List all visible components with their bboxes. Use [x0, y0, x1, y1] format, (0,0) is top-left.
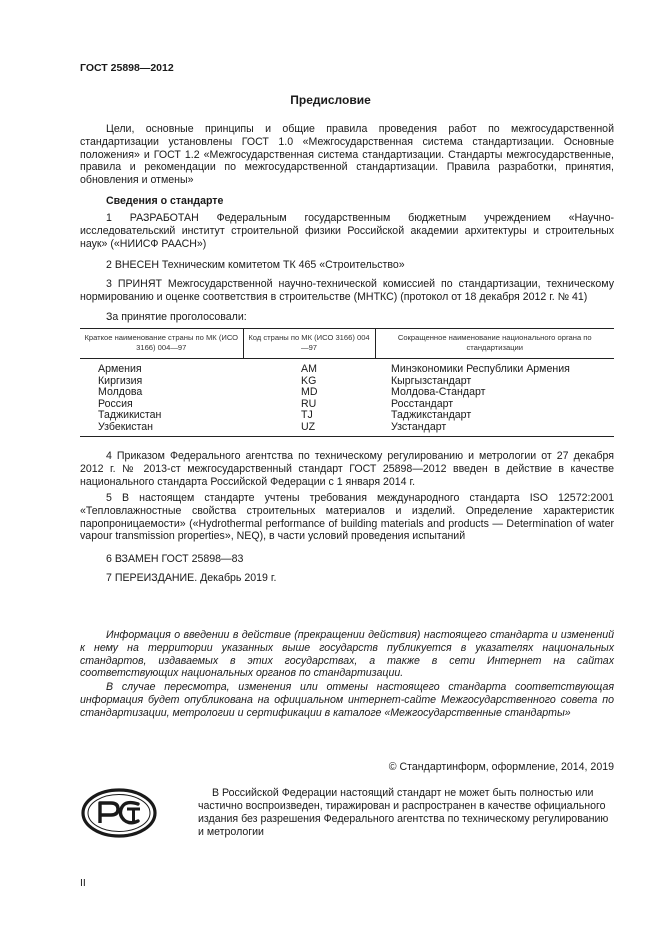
countries-table — [80, 328, 614, 437]
rst-logo-icon — [80, 787, 158, 839]
standards-body: Минэкономики Республики Армения — [391, 363, 570, 375]
country-name: Россия — [98, 397, 133, 410]
country-code: RU — [301, 397, 317, 410]
item-6-block — [80, 553, 614, 566]
document-code: ГОСТ 25898—2012 — [80, 62, 174, 74]
info-heading-block — [80, 195, 614, 208]
info-note-2-block — [80, 681, 614, 719]
standards-body: Росстандарт — [391, 397, 454, 410]
copyright-notice-text: В Российской Федерации настоящий стандарт не может быть полностью или частично воспроизведен, тиражирован и распространен в качестве официального издания без разрешения Федерального агентства по техническому регулированию и метрологии — [198, 787, 609, 838]
standards-body: Молдова-Стандарт — [391, 386, 486, 399]
header-country-code: Код страны по МК (ИСО 3166) 004—97 — [243, 329, 375, 359]
country-code: TJ — [301, 409, 313, 422]
country-name: Узбекистан — [80, 422, 243, 436]
copyright-line: © Стандартинформ, оформление, 2014, 2019 — [388, 761, 614, 773]
item-2-paragraph: 2 ВНЕСЕН Техническим комитетом ТК 465 «Строительство» — [106, 259, 405, 271]
info-note-1-block — [80, 629, 614, 680]
item-7-block — [80, 572, 614, 585]
page-number: II — [80, 877, 86, 889]
item-4-paragraph: 4 Приказом Федерального агентства по техническому регулированию и метрологии от 27 декабря 2012 г. № 2013-ст межгосударственный стандарт ГОСТ 25898—2012 введен в действие в качестве национального стандарта Российской Федерации с 1 января 2014 г. — [80, 450, 614, 488]
item-1-block — [80, 212, 614, 250]
standards-body: Кыргызстандарт — [391, 374, 472, 387]
item-6-paragraph: 6 ВЗАМЕН ГОСТ 25898—83 — [106, 553, 244, 565]
item-2-block — [80, 259, 614, 272]
copyright-notice — [198, 787, 616, 839]
item-3-block — [80, 278, 614, 304]
header-standards-body: Сокращенное наименование национального органа по стандартизации — [375, 329, 614, 359]
country-code: KG — [301, 374, 317, 387]
item-5-block — [80, 492, 614, 543]
country-name: Киргизия — [98, 374, 143, 387]
item-7-paragraph: 7 ПЕРЕИЗДАНИЕ. Декабрь 2019 г. — [106, 572, 277, 584]
country-code: MD — [301, 386, 318, 399]
country-name: Армения — [98, 363, 142, 375]
table-row — [80, 410, 614, 422]
info-heading: Сведения о стандарте — [106, 195, 224, 207]
table-row — [80, 359, 614, 376]
country-name: Молдова — [98, 386, 143, 399]
item-3-paragraph: 3 ПРИНЯТ Межгосударственной научно-технической комиссией по стандартизации, техническому нормированию и оценке соответствия в строительстве (МНТКС) (протокол от 18 декабря 2012 г. № 41) — [80, 278, 614, 303]
info-note-1: Информация о введении в действие (прекращении действия) настоящего стандарта и изменений к нему на территории указанных выше государств публикуется в указателях национальных стандартов, издаваемых в этих государствах, а также в сети Интернет на сайтах соответствующих национальных органов по стандартизации. — [80, 629, 614, 680]
item-5-paragraph: 5 В настоящем стандарте учтены требования международного стандарта ISO 12572:2001 «Тепловлажностные свойства строительных материалов и изделий. Определение характеристик паропроницаемости» («Hydrothermal performance of building materials and products — Determination of water vapour transmission properties», NEQ), в части условий проведения испытаний — [80, 492, 614, 543]
table-header-row — [80, 329, 614, 359]
intro-block — [80, 123, 614, 187]
country-code: AM — [301, 363, 317, 375]
section-title: Предисловие — [290, 93, 371, 107]
country-code: UZ — [243, 422, 375, 436]
info-note-2: В случае пересмотра, изменения или отмены настоящего стандарта соответствующая информация будет опубликована на официальном интернет-сайте Межгосударственного совета по стандартизации, метрологии и сертификации в каталоге «Межгосударственные стандарты» — [80, 681, 614, 719]
item-4-block — [80, 450, 614, 488]
table-row — [80, 422, 614, 436]
votes-block — [80, 311, 614, 324]
standards-body: Узстандарт — [375, 422, 614, 436]
header-country-name: Краткое наименование страны по МК (ИСО 3166) 004—97 — [80, 329, 243, 359]
item-1-paragraph: 1 РАЗРАБОТАН Федеральным государственным бюджетным учреждением «Научно-исследовательский институт строительной физики Российской академии архитектуры и строительных наук» («НИИСФ РААСН») — [80, 212, 614, 250]
votes-label: За принятие проголосовали: — [106, 311, 247, 323]
country-name: Таджикистан — [98, 409, 162, 422]
table-row — [80, 376, 614, 388]
table-row — [80, 387, 614, 399]
standards-body: Таджикстандарт — [391, 409, 472, 422]
intro-paragraph: Цели, основные принципы и общие правила проведения работ по межгосударственной стандартизации установлены ГОСТ 1.0 «Межгосударственная система стандартизации. Основные положения» и ГОСТ 1.2 «Межгосударственная система стандартизации. Стандарты межгосударственные, правила и рекомендации по межгосударственной стандартизации. Правила разработки, принятия, обновления и отмены» — [80, 123, 614, 187]
